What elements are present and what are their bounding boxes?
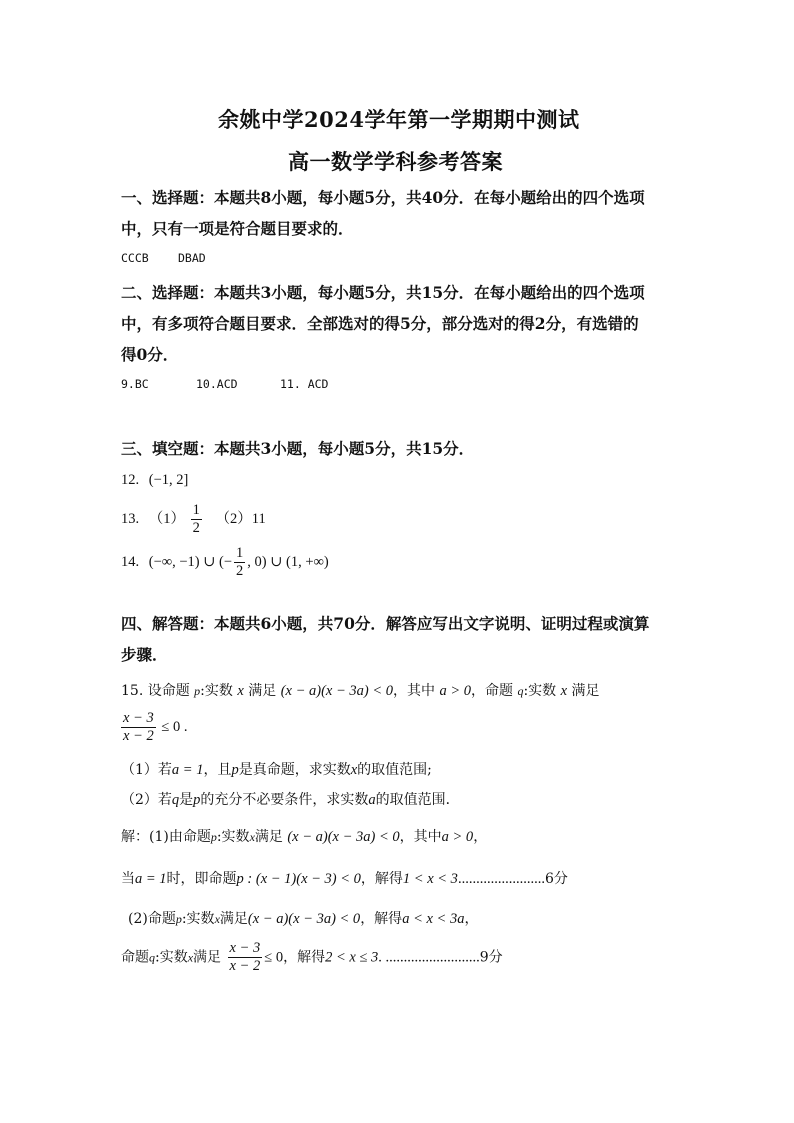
q15-part1-f: x — [350, 762, 358, 778]
sol4-fraction — [228, 940, 263, 975]
section2-heading-line3: 得0分． — [121, 345, 179, 364]
q14-part-b: , 0) ∪ (1, +∞) — [247, 553, 329, 570]
answer-q11: 11. ACD — [280, 377, 329, 391]
q15-part2-g: 的取值范围． — [375, 792, 460, 808]
section4-heading-line1: 四、解答题：本题共6小题，共70分．解答应写出文字说明、证明过程或演算 — [121, 614, 650, 633]
answer-q9: 9.BC — [121, 377, 149, 391]
q15-fraction-line — [121, 710, 187, 745]
q15-part2-d: p — [193, 792, 201, 808]
q15-frac-denominator: x − 2 — [123, 728, 154, 744]
sol3-f: ， — [464, 911, 479, 927]
sol1-ineq: (x − a)(x − 3a) < 0 — [287, 829, 400, 845]
sol2-dots: ........................ — [457, 871, 545, 887]
sol2-a: 当 — [121, 871, 135, 887]
sol2-f: 1 < x < 3 — [402, 871, 458, 887]
section4-heading-line2: 步骤． — [121, 645, 168, 664]
q15-x2: x — [560, 683, 568, 699]
q15-cond-b: 满足 — [571, 683, 600, 699]
section1-answers-a: CCCB — [121, 251, 149, 265]
q14-part-a: (−∞, −1) ∪ (− — [148, 553, 233, 570]
section1-heading-line2: 中，只有一项是符合题目要求的． — [121, 219, 354, 238]
sol4-dots: . .......................... — [378, 949, 480, 966]
sol1-b: :实数 — [216, 829, 250, 845]
q15-x: x — [237, 683, 244, 699]
q13-denominator: 2 — [192, 520, 200, 536]
sol4-f: 2 < x ≤ 3 — [325, 949, 379, 966]
sol1-e: a > 0 — [441, 829, 474, 845]
sol3-b: :实数 — [181, 911, 215, 927]
q15-q: q — [517, 684, 524, 698]
sol3-p: p — [175, 912, 182, 926]
q15-part2-c: 是 — [179, 792, 194, 808]
sol3-x: x — [214, 912, 220, 926]
q15-prop-q: ，命题 — [470, 683, 513, 699]
q13-numerator: 1 — [192, 502, 200, 518]
sol2-b: a = 1 — [135, 871, 167, 887]
page-subtitle: 高一数学学科参考答案 — [288, 149, 503, 174]
q15-a-pos: a > 0 — [439, 683, 471, 699]
sol4-x: x — [187, 950, 194, 965]
sol4-q: q — [149, 950, 155, 965]
sol4-b: :实数 — [155, 949, 188, 966]
answer-q13 — [121, 502, 266, 537]
sol1-f: ， — [473, 829, 488, 845]
q15-where: ，其中 — [392, 683, 435, 699]
q15-colon-a: :实数 — [200, 683, 233, 699]
page-title: 余姚中学2024学年第一学期期中测试 — [218, 107, 580, 132]
q15-statement — [121, 680, 600, 700]
solution-line2 — [121, 868, 568, 888]
sol2-e: ，解得 — [360, 871, 403, 887]
sol2-score: 6分 — [544, 871, 568, 887]
sol4-score: 9分 — [479, 949, 503, 966]
q13-label: 13. — [121, 510, 140, 527]
q15-part2-f: a — [368, 792, 376, 808]
sol4-numerator: x − 3 — [229, 940, 261, 956]
q13-fraction — [191, 502, 202, 537]
q15-colon-b: :实数 — [523, 683, 557, 699]
q15-ineq: (x − a)(x − 3a) < 0 — [280, 683, 393, 699]
sol4-e: ，解得 — [283, 949, 326, 966]
sol1-x: x — [249, 830, 255, 844]
sol2-d: p : (x − 1)(x − 3) < 0 — [236, 871, 361, 887]
q15-part2 — [121, 789, 460, 809]
solution-line3 — [128, 908, 478, 928]
sol3-d: ，解得 — [360, 911, 403, 927]
section3-heading: 三、填空题：本题共3小题，每小题5分，共15分． — [121, 439, 475, 458]
q15-part1-b: a = 1 — [171, 762, 204, 778]
sol1-p: p — [210, 830, 217, 844]
q15-p: p — [194, 684, 201, 698]
section1-heading-line1: 一、选择题：本题共8小题，每小题5分，共40分．在每小题给出的四个选项 — [121, 188, 645, 207]
q15-part1-g: 的取值范围; — [357, 762, 432, 778]
sol4-c: 满足 — [193, 949, 222, 966]
q13-part1: （1） — [148, 510, 185, 527]
q15-part2-e: 的充分不必要条件，求实数 — [200, 792, 369, 808]
q14-label: 14. — [121, 553, 140, 570]
q12-label: 12. — [121, 472, 140, 488]
sol3-c: 满足 — [219, 911, 248, 927]
solution-line1 — [121, 826, 487, 846]
sol1-a: 解：(1)由命题 — [121, 829, 211, 845]
q15-part1-d: p — [231, 762, 239, 778]
q15-intro: 15. 设命题 — [121, 683, 190, 699]
sol1-d: ，其中 — [399, 829, 442, 845]
q14-fraction — [234, 545, 245, 580]
sol3-a: (2)命题 — [128, 911, 176, 927]
sol3-ineq: (x − a)(x − 3a) < 0 — [247, 911, 361, 927]
answer-q10: 10.ACD — [196, 377, 238, 391]
q15-part2-a: （2）若 — [121, 792, 172, 808]
sol4-a: 命题 — [121, 949, 149, 966]
q13-part2: （2）11 — [215, 510, 266, 527]
answer-q12 — [121, 472, 188, 489]
sol2-c: 时，即命题 — [166, 871, 237, 887]
q15-part1-c: ，且 — [203, 762, 232, 778]
sol1-c: 满足 — [254, 829, 283, 845]
q15-frac-numerator: x − 3 — [123, 710, 154, 726]
q15-part1 — [121, 759, 432, 779]
section1-answers-b: DBAD — [178, 251, 206, 265]
answer-q14 — [121, 545, 329, 580]
q15-cond-a: 满足 — [248, 683, 277, 699]
sol3-e: a < x < 3a — [402, 911, 465, 927]
sol4-d: ≤ 0 — [264, 949, 284, 966]
q14-denominator: 2 — [236, 563, 244, 579]
sol4-denominator: x − 2 — [229, 958, 261, 974]
q15-fraction — [121, 710, 156, 745]
q12-answer: (−1, 2] — [148, 472, 189, 488]
solution-line4 — [121, 940, 503, 975]
q15-frac-tail: ≤ 0 . — [161, 718, 188, 735]
q14-numerator: 1 — [236, 545, 244, 561]
q15-part1-e: 是真命题，求实数 — [238, 762, 351, 778]
section2-heading-line1: 二、选择题：本题共3小题，每小题5分，共15分．在每小题给出的四个选项 — [121, 283, 645, 302]
q15-part1-a: （1）若 — [121, 762, 172, 778]
q15-part2-b: q — [171, 792, 180, 808]
section2-heading-line2: 中，有多项符合题目要求．全部选对的得5分，部分选对的得2分，有选错的 — [121, 314, 639, 333]
